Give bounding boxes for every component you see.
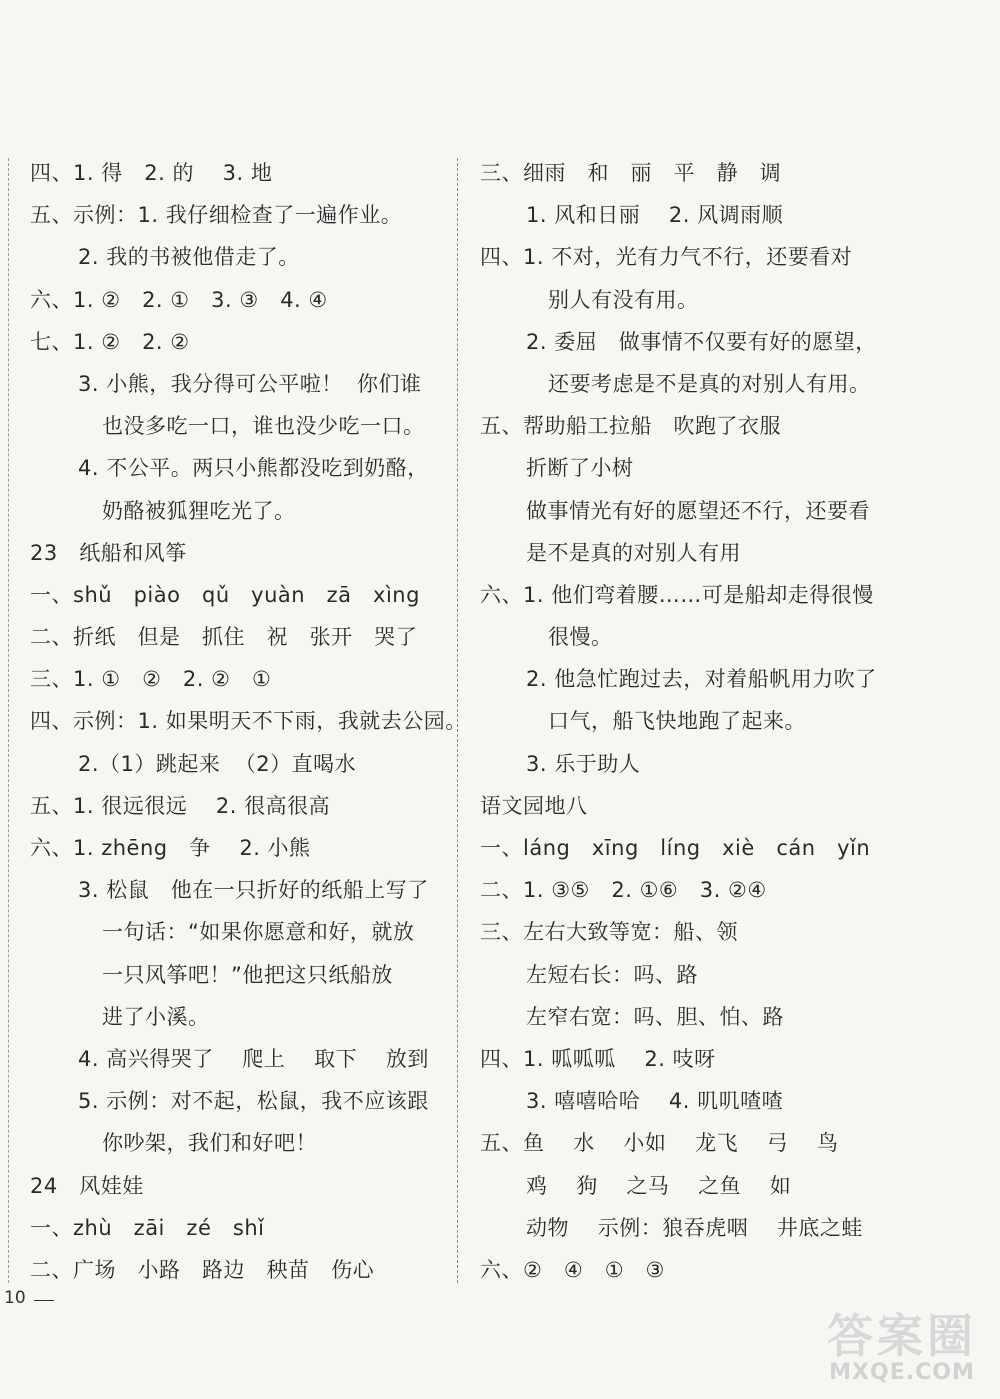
left-answer-line: 3. 松鼠 他在一只折好的纸船上写了 [78, 878, 429, 903]
right-column [480, 152, 980, 1291]
right-answer-line: 3. 乐于助人 [526, 751, 641, 776]
watermark-url: MXQE.COM [829, 1360, 975, 1385]
left-answer-line: 一句话：“如果你愿意和好，就放 [102, 920, 415, 945]
right-answer-line: 口气，船飞快地跑了起来。 [548, 709, 806, 734]
right-answer-line: 四、1. 不对，光有力气不行，还要看对 [480, 245, 853, 270]
right-answer-line: 折断了小树 [526, 456, 634, 481]
right-answer-line: 左窄右宽：吗、胆、怕、路 [526, 1004, 784, 1029]
left-answer-line: 四、示例：1. 如果明天不下雨，我就去公园。 [30, 709, 467, 734]
left-answer-line: 六、1. zhēng 争 2. 小熊 [30, 836, 311, 860]
right-answer-line: 三、细雨 和 丽 平 静 调 [480, 161, 782, 185]
right-answer-line: 鸡 狗 之马 之鱼 如 [526, 1173, 792, 1198]
right-answer-line: 六、1. 他们弯着腰……可是船却走得很慢 [480, 582, 874, 607]
left-answer-line: 五、1. 很远很远 2. 很高很高 [30, 793, 331, 818]
left-answer-line: 2.（1）跳起来 （2）直喝水 [78, 751, 357, 776]
right-answer-line: 很慢。 [548, 625, 613, 650]
left-answer-line: 奶酪被狐狸吃光了。 [102, 498, 296, 523]
left-answer-line: 5. 示例：对不起，松鼠，我不应该跟 [78, 1089, 429, 1114]
right-answer-line: 左短右长：吗、路 [526, 962, 698, 987]
right-answer-line: 是不是真的对别人有用 [526, 540, 741, 565]
left-margin-dashed-line [8, 158, 9, 1283]
right-answer-line: 3. 嘻嘻哈哈 4. 叽叽喳喳 [526, 1089, 784, 1114]
right-answer-line: 四、1. 呱呱呱 2. 吱呀 [480, 1046, 716, 1071]
left-answer-line: 二、折纸 但是 抓住 祝 张开 哭了 [30, 625, 418, 650]
left-answer-line: 一只风筝吧！”他把这只纸船放 [102, 962, 393, 987]
left-answer-line: 4. 不公平。两只小熊都没吃到奶酪， [78, 456, 429, 481]
left-answer-line: 23 纸船和风筝 [30, 540, 187, 565]
left-answer-line: 四、1. 得 2. 的 3. 地 [30, 161, 273, 185]
left-answer-line: 也没多吃一口，谁也没少吃一口。 [102, 414, 425, 439]
right-answer-line: 六、② ④ ① ③ [480, 1257, 665, 1282]
left-answer-line: 三、1. ① ② 2. ② ① [30, 667, 272, 692]
right-answer-line: 别人有没有用。 [548, 287, 699, 312]
right-answer-line: 1. 风和日丽 2. 风调雨顺 [526, 203, 784, 228]
right-answer-line: 还要考虑是不是真的对别人有用。 [548, 371, 871, 396]
left-answer-line: 六、1. ② 2. ① 3. ③ 4. ④ [30, 287, 328, 312]
right-answer-line: 五、鱼 水 小如 龙飞 弓 鸟 [480, 1131, 839, 1156]
right-answer-line: 动物 示例：狼吞虎咽 井底之蛙 [526, 1215, 863, 1240]
left-answer-line: 二、广场 小路 路边 秧苗 伤心 [30, 1257, 375, 1282]
left-answer-line: 4. 高兴得哭了 爬上 取下 放到 [78, 1046, 429, 1071]
right-answer-line: 做事情光有好的愿望还不行，还要看 [526, 498, 870, 523]
watermark-title: 答案圈 [827, 1309, 977, 1363]
left-answer-line: 你吵架，我们和好吧！ [102, 1131, 317, 1156]
right-answer-line: 五、帮助船工拉船 吹跑了衣服 [480, 414, 782, 439]
left-answer-line: 五、示例：1. 我仔细检查了一遍作业。 [30, 203, 403, 228]
left-answer-line: 一、shǔ piào qǔ yuàn zā xìng [30, 582, 420, 607]
left-answer-line: 一、zhù zāi zé shǐ [30, 1215, 265, 1240]
left-answer-line: 2. 我的书被他借走了。 [78, 245, 300, 270]
right-answer-line: 语文园地八 [480, 793, 588, 818]
right-answer-line: 三、左右大致等宽：船、领 [480, 920, 738, 945]
left-answer-line: 进了小溪。 [102, 1004, 210, 1029]
left-answer-line: 七、1. ② 2. ② [30, 329, 190, 354]
watermark-logo [812, 1311, 992, 1391]
left-column [30, 152, 467, 1291]
right-answer-line: 一、láng xīng líng xiè cán yǐn [480, 836, 871, 860]
right-answer-line: 2. 他急忙跑过去，对着船帆用力吹了 [526, 667, 877, 692]
right-answer-line: 二、1. ③⑤ 2. ①⑥ 3. ②④ [480, 878, 767, 903]
left-answer-line: 3. 小熊，我分得可公平啦！ 你们谁 [78, 371, 422, 396]
right-answer-line: 2. 委屈 做事情不仅要有好的愿望， [526, 329, 877, 354]
left-answer-line: 24 风娃娃 [30, 1173, 144, 1198]
page-number: 10 [4, 1288, 26, 1308]
page-number-rule [34, 1300, 54, 1301]
